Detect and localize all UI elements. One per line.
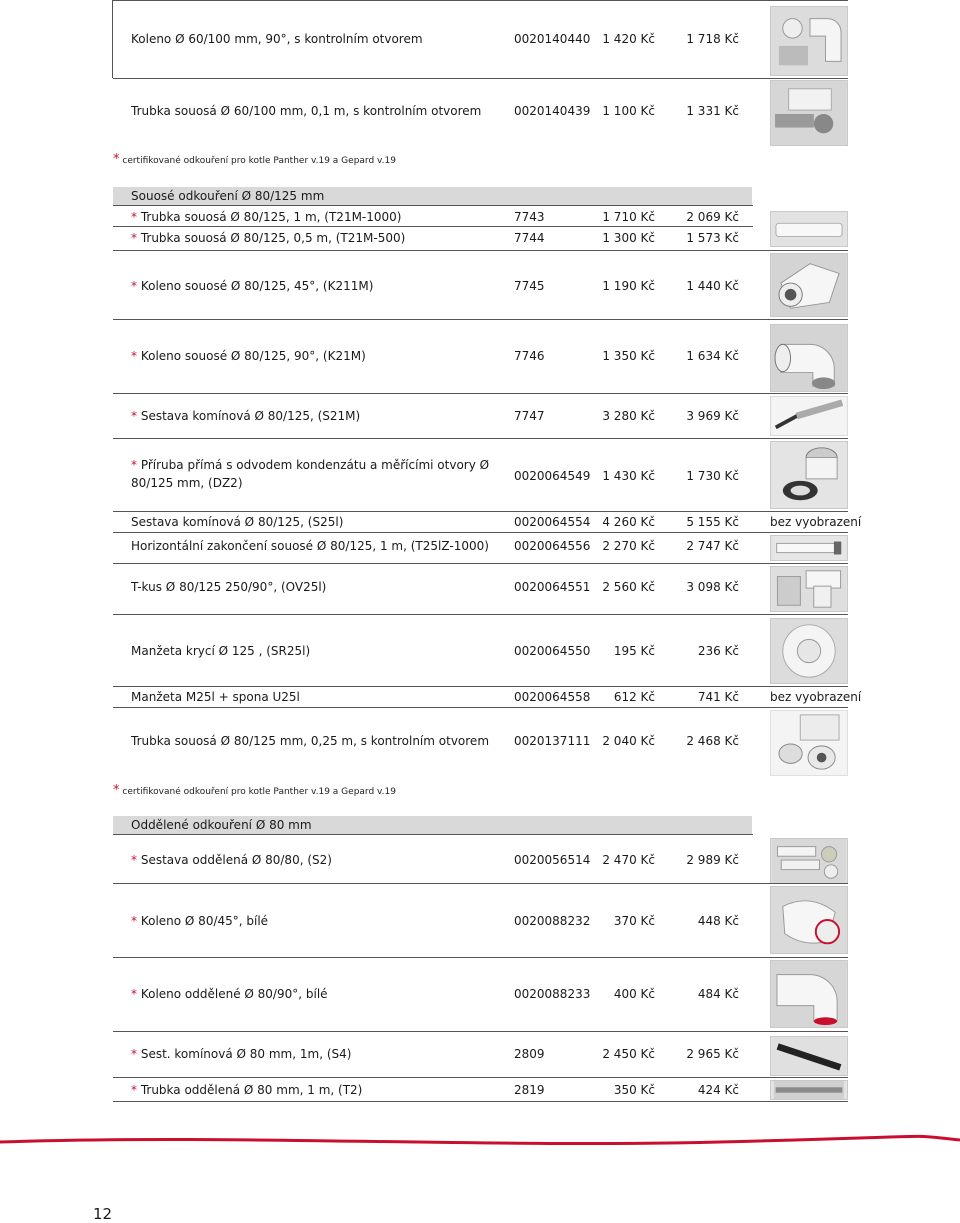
price-incl-vat: 1 440 Kč bbox=[686, 279, 739, 293]
price-excl-vat: 350 Kč bbox=[613, 1083, 655, 1097]
price-excl-vat: 1 100 Kč bbox=[602, 104, 655, 118]
product-name: Horizontální zakončení souosé Ø 80/125, 1 m, (T25lZ-1000) bbox=[131, 539, 489, 553]
section-title: Souosé odkouření Ø 80/125 mm bbox=[131, 189, 325, 203]
product-code: 0020064551 bbox=[514, 580, 591, 594]
no-image-label: bez vyobrazení bbox=[770, 515, 862, 529]
asterisk: * bbox=[131, 914, 137, 928]
row-divider bbox=[113, 563, 848, 564]
product-name: Koleno souosé Ø 80/125, 45°, (K211M) bbox=[140, 279, 374, 293]
price-excl-vat: 400 Kč bbox=[613, 987, 655, 1001]
separate-pipe-photo bbox=[770, 1080, 848, 1100]
product-name: Trubka souosá Ø 60/100 mm, 0,1 m, s kontrolním otvorem bbox=[131, 104, 482, 118]
price-excl-vat: 195 Kč bbox=[613, 644, 655, 658]
product-code: 0020088233 bbox=[514, 987, 591, 1001]
product-name: Sest. komínová Ø 80 mm, 1m, (S4) bbox=[140, 1047, 352, 1061]
asterisk: * bbox=[131, 1047, 137, 1061]
row-divider bbox=[113, 250, 848, 251]
price-excl-vat: 2 450 Kč bbox=[602, 1047, 655, 1061]
price-excl-vat: 1 710 Kč bbox=[602, 210, 655, 224]
section-title: Oddělené odkouření Ø 80 mm bbox=[131, 818, 312, 832]
asterisk: * bbox=[131, 853, 137, 867]
price-excl-vat: 2 560 Kč bbox=[602, 580, 655, 594]
product-code: 0020140440 bbox=[514, 32, 591, 46]
product-name: Trubka souosá Ø 80/125, 1 m, (T21M-1000) bbox=[140, 210, 402, 224]
price-excl-vat: 1 420 Kč bbox=[602, 32, 655, 46]
certification-note bbox=[113, 783, 396, 798]
row-divider bbox=[113, 205, 753, 206]
row-divider bbox=[113, 511, 848, 512]
asterisk: * bbox=[131, 1083, 137, 1097]
price-excl-vat: 2 270 Kč bbox=[602, 539, 655, 553]
price-incl-vat: 5 155 Kč bbox=[686, 515, 739, 529]
row-divider bbox=[113, 319, 848, 320]
price-incl-vat: 2 747 Kč bbox=[686, 539, 739, 553]
decorative-wave bbox=[0, 1120, 960, 1160]
elbow-90-photo bbox=[770, 324, 848, 392]
product-code: 0020064556 bbox=[514, 539, 591, 553]
note-text: certifikované odkouření pro kotle Panther v.19 a Gepard v.19 bbox=[122, 787, 396, 797]
price-incl-vat: 3 969 Kč bbox=[686, 409, 739, 423]
asterisk: * bbox=[131, 987, 137, 1001]
price-excl-vat: 2 040 Kč bbox=[602, 734, 655, 748]
price-incl-vat: 741 Kč bbox=[697, 690, 739, 704]
asterisk: * bbox=[131, 349, 137, 363]
section-header bbox=[113, 816, 752, 834]
price-incl-vat: 484 Kč bbox=[697, 987, 739, 1001]
asterisk: * bbox=[113, 152, 120, 167]
row-divider bbox=[113, 957, 848, 958]
row-divider bbox=[113, 1031, 848, 1032]
product-name: Sestava komínová Ø 80/125, (S21M) bbox=[140, 409, 361, 423]
price-excl-vat: 612 Kč bbox=[613, 690, 655, 704]
elbow-kit-photo bbox=[770, 6, 848, 76]
no-image-label: bez vyobrazení bbox=[770, 690, 862, 704]
asterisk: * bbox=[131, 458, 137, 472]
page-number: 12 bbox=[93, 1205, 113, 1223]
certification-note bbox=[113, 152, 396, 167]
price-excl-vat: 1 430 Kč bbox=[602, 469, 655, 483]
asterisk: * bbox=[131, 231, 137, 245]
price-excl-vat: 3 280 Kč bbox=[602, 409, 655, 423]
price-incl-vat: 448 Kč bbox=[697, 914, 739, 928]
asterisk: * bbox=[131, 279, 137, 293]
asterisk: * bbox=[131, 409, 137, 423]
product-code: 7745 bbox=[514, 279, 545, 293]
left-rule bbox=[112, 0, 113, 78]
price-excl-vat: 370 Kč bbox=[613, 914, 655, 928]
product-code: 7744 bbox=[514, 231, 545, 245]
product-code: 0020064550 bbox=[514, 644, 591, 658]
price-excl-vat: 4 260 Kč bbox=[602, 515, 655, 529]
product-name: T-kus Ø 80/125 250/90°, (OV25l) bbox=[131, 580, 327, 594]
product-name: Koleno Ø 80/45°, bílé bbox=[140, 914, 269, 928]
row-divider bbox=[113, 393, 848, 394]
note-text: certifikované odkouření pro kotle Panther v.19 a Gepard v.19 bbox=[122, 156, 396, 166]
product-name-continued: 80/125 mm, (DZ2) bbox=[131, 476, 243, 490]
inspection-pipe-photo bbox=[770, 710, 848, 776]
row-divider bbox=[113, 614, 848, 615]
product-code: 0020064549 bbox=[514, 469, 591, 483]
product-code: 0020064558 bbox=[514, 690, 591, 704]
product-name: Koleno oddělené Ø 80/90°, bílé bbox=[140, 987, 328, 1001]
product-name: Manžeta M25l + spona U25l bbox=[131, 690, 300, 704]
pipe-photo bbox=[770, 211, 848, 247]
row-divider bbox=[113, 1101, 848, 1102]
asterisk: * bbox=[131, 210, 137, 224]
row-divider bbox=[113, 1077, 848, 1078]
product-code: 7747 bbox=[514, 409, 545, 423]
price-incl-vat: 1 634 Kč bbox=[686, 349, 739, 363]
chimney-pipe-photo bbox=[770, 1036, 848, 1076]
product-code: 0020137111 bbox=[514, 734, 591, 748]
t-piece-photo bbox=[770, 566, 848, 612]
price-incl-vat: 3 098 Kč bbox=[686, 580, 739, 594]
price-excl-vat: 2 470 Kč bbox=[602, 853, 655, 867]
price-excl-vat: 1 300 Kč bbox=[602, 231, 655, 245]
row-divider bbox=[113, 883, 848, 884]
cover-collar-photo bbox=[770, 618, 848, 684]
row-divider bbox=[113, 834, 753, 835]
elbow-45-white-photo bbox=[770, 886, 848, 954]
horizontal-terminal-photo bbox=[770, 535, 848, 561]
asterisk: * bbox=[113, 783, 120, 798]
product-code: 2809 bbox=[514, 1047, 545, 1061]
price-incl-vat: 1 331 Kč bbox=[686, 104, 739, 118]
row-divider bbox=[113, 78, 848, 79]
price-excl-vat: 1 190 Kč bbox=[602, 279, 655, 293]
row-divider bbox=[113, 686, 848, 687]
product-name: Koleno souosé Ø 80/125, 90°, (K21M) bbox=[140, 349, 366, 363]
elbow-90-white-photo bbox=[770, 960, 848, 1028]
product-code: 0020140439 bbox=[514, 104, 591, 118]
product-name: Sestava komínová Ø 80/125, (S25l) bbox=[131, 515, 344, 529]
row-divider bbox=[113, 438, 848, 439]
product-name: Manžeta krycí Ø 125 , (SR25l) bbox=[131, 644, 311, 658]
separate-set-photo bbox=[770, 838, 848, 884]
price-incl-vat: 1 718 Kč bbox=[686, 32, 739, 46]
row-divider bbox=[113, 226, 753, 227]
product-code: 0020088232 bbox=[514, 914, 591, 928]
price-excl-vat: 1 350 Kč bbox=[602, 349, 655, 363]
row-divider bbox=[113, 0, 848, 1]
price-incl-vat: 1 730 Kč bbox=[686, 469, 739, 483]
price-incl-vat: 2 989 Kč bbox=[686, 853, 739, 867]
price-incl-vat: 2 965 Kč bbox=[686, 1047, 739, 1061]
price-incl-vat: 236 Kč bbox=[697, 644, 739, 658]
price-incl-vat: 424 Kč bbox=[697, 1083, 739, 1097]
product-name: Trubka oddělená Ø 80 mm, 1 m, (T2) bbox=[140, 1083, 363, 1097]
product-name: Sestava oddělená Ø 80/80, (S2) bbox=[140, 853, 332, 867]
product-name: Příruba přímá s odvodem kondenzátu a měřícími otvory Ø bbox=[140, 458, 490, 472]
product-name: Trubka souosá Ø 80/125 mm, 0,25 m, s kontrolním otvorem bbox=[131, 734, 490, 748]
product-name: Koleno Ø 60/100 mm, 90°, s kontrolním otvorem bbox=[131, 32, 423, 46]
price-incl-vat: 2 069 Kč bbox=[686, 210, 739, 224]
row-divider bbox=[113, 532, 848, 533]
price-incl-vat: 1 573 Kč bbox=[686, 231, 739, 245]
product-name: Trubka souosá Ø 80/125, 0,5 m, (T21M-500) bbox=[140, 231, 406, 245]
pipe-kit-photo bbox=[770, 80, 848, 146]
chimney-set-photo bbox=[770, 396, 848, 436]
price-incl-vat: 2 468 Kč bbox=[686, 734, 739, 748]
flange-photo bbox=[770, 441, 848, 509]
product-code: 7746 bbox=[514, 349, 545, 363]
product-code: 2819 bbox=[514, 1083, 545, 1097]
row-divider bbox=[113, 707, 848, 708]
section-header bbox=[113, 187, 752, 205]
product-code: 7743 bbox=[514, 210, 545, 224]
product-code: 0020056514 bbox=[514, 853, 591, 867]
product-code: 0020064554 bbox=[514, 515, 591, 529]
elbow-45-photo bbox=[770, 253, 848, 317]
